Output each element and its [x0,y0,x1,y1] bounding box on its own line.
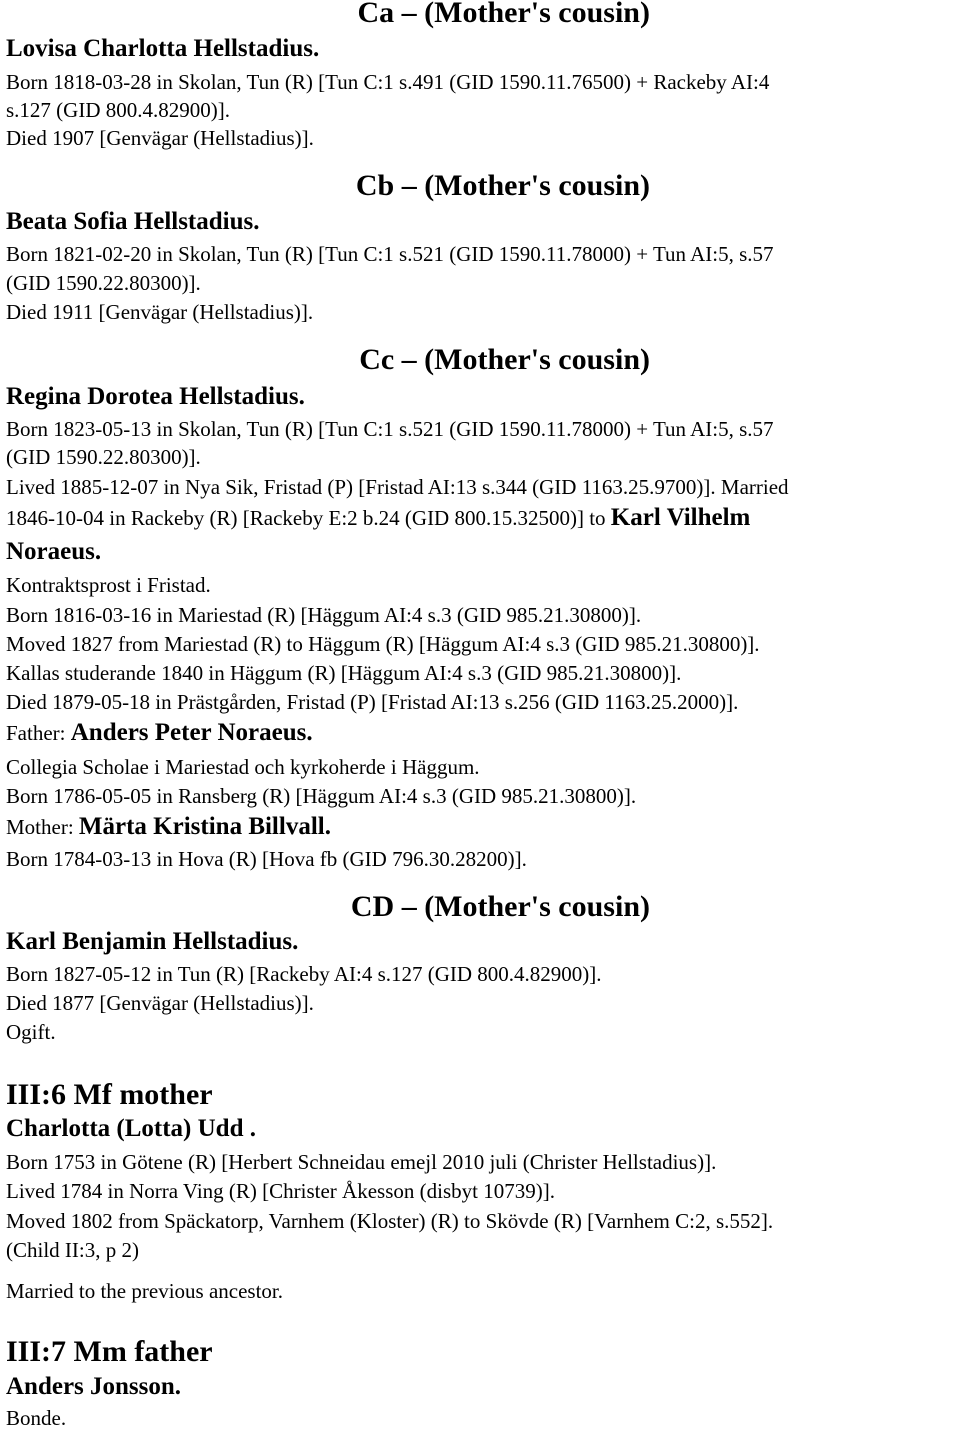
father-born: Born 1786-05-05 in Ransberg (R) [Häggum AI:4 s.3 (GID 985.21.30800)]. [6,784,637,808]
lived-line-cc: Lived 1885-12-07 in Nya Sik, Fristad (P) [Fristad AI:13 s.344 (GID 1163.25.9700)]. Married [6,475,789,499]
spouse-moved: Moved 1827 from Mariestad (R) to Häggum (R) [Häggum AI:4 s.3 (GID 985.21.30800)]. [6,632,760,656]
mother-name: Märta Kristina Billvall. [78,813,331,840]
father-title: Collegia Scholae i Mariestad och kyrkoherde i Häggum. [6,755,480,779]
died-line-cb: Died 1911 [Genvägar (Hellstadius)]. [6,300,314,324]
father-line [6,720,313,746]
person-name-cb: Beata Sofia Hellstadius. [6,208,260,235]
married-text: 1846-10-04 in Rackeby (R) [Rackeby E:2 b.24 (GID 800.15.32500)] to [6,506,606,530]
section-heading-cc: Cc – (Mother's cousin) [359,343,650,376]
person-name-iii6: Charlotta (Lotta) Udd . [6,1115,256,1142]
section-heading-ca: Ca – (Mother's cousin) [357,0,650,29]
born-line-cc-2: (GID 1590.22.80300)]. [6,445,201,469]
spouse-born: Born 1816-03-16 in Mariestad (R) [Häggum AI:4 s.3 (GID 985.21.30800)]. [6,603,642,627]
spouse-title: Kontraktsprost i Fristad. [6,573,211,597]
moved-line-iii6: Moved 1802 from Späckatorp, Varnhem (Kloster) (R) to Skövde (R) [Varnhem C:2, s.552]. [6,1209,774,1233]
spouse-name-first: Karl Vilhelm [610,504,751,531]
section-heading-iii7: III:7 Mm father [6,1335,213,1368]
spouse-died: Died 1879-05-18 in Prästgården, Fristad (P) [Fristad AI:13 s.256 (GID 1163.25.2000)]. [6,690,739,714]
married-note-iii6: Married to the previous ancestor. [6,1279,283,1303]
mother-label: Mother: [6,815,74,839]
born-line-iii6: Born 1753 in Götene (R) [Herbert Schneidau emejl 2010 juli (Christer Hellstadius)]. [6,1150,717,1174]
father-name: Anders Peter Noraeus. [70,719,313,746]
born-line-cb-2: (GID 1590.22.80300)]. [6,271,201,295]
section-heading-iii6: III:6 Mf mother [6,1078,213,1111]
person-name-ca: Lovisa Charlotta Hellstadius. [6,35,320,62]
child-ref-iii6: (Child II:3, p 2) [6,1238,139,1262]
born-line-ca-2: s.127 (GID 800.4.82900)]. [6,98,230,122]
father-label: Father: [6,721,66,745]
spouse-name-last: Noraeus. [6,538,102,565]
spouse-kallas: Kallas studerande 1840 in Häggum (R) [Häggum AI:4 s.3 (GID 985.21.30800)]. [6,661,682,685]
person-name-cc: Regina Dorotea Hellstadius. [6,383,305,410]
note-line-cd: Ogift. [6,1020,56,1044]
born-line-cc-1: Born 1823-05-13 in Skolan, Tun (R) [Tun C:1 s.521 (GID 1590.11.78000) + Tun AI:5, s.57 [6,417,774,441]
born-line-cb-1: Born 1821-02-20 in Skolan, Tun (R) [Tun C:1 s.521 (GID 1590.11.78000) + Tun AI:5, s.57 [6,242,774,266]
mother-line [6,814,331,840]
born-line-cd: Born 1827-05-12 in Tun (R) [Rackeby AI:4 s.127 (GID 800.4.82900)]. [6,962,602,986]
section-heading-cb: Cb – (Mother's cousin) [355,169,650,202]
died-line-ca: Died 1907 [Genvägar (Hellstadius)]. [6,126,314,150]
married-line-cc [6,505,750,531]
born-line-ca-1: Born 1818-03-28 in Skolan, Tun (R) [Tun C:1 s.491 (GID 1590.11.76500) + Rackeby AI:4 [6,70,770,94]
died-line-cd: Died 1877 [Genvägar (Hellstadius)]. [6,991,314,1015]
person-name-iii7: Anders Jonsson. [6,1373,182,1400]
section-heading-cd: CD – (Mother's cousin) [350,890,650,923]
lived-line-iii6: Lived 1784 in Norra Ving (R) [Christer Åkesson (disbyt 10739)]. [6,1179,555,1203]
mother-born: Born 1784-03-13 in Hova (R) [Hova fb (GID 796.30.28200)]. [6,847,527,871]
person-name-cd: Karl Benjamin Hellstadius. [6,928,299,955]
title-line-iii7: Bonde. [6,1406,67,1430]
